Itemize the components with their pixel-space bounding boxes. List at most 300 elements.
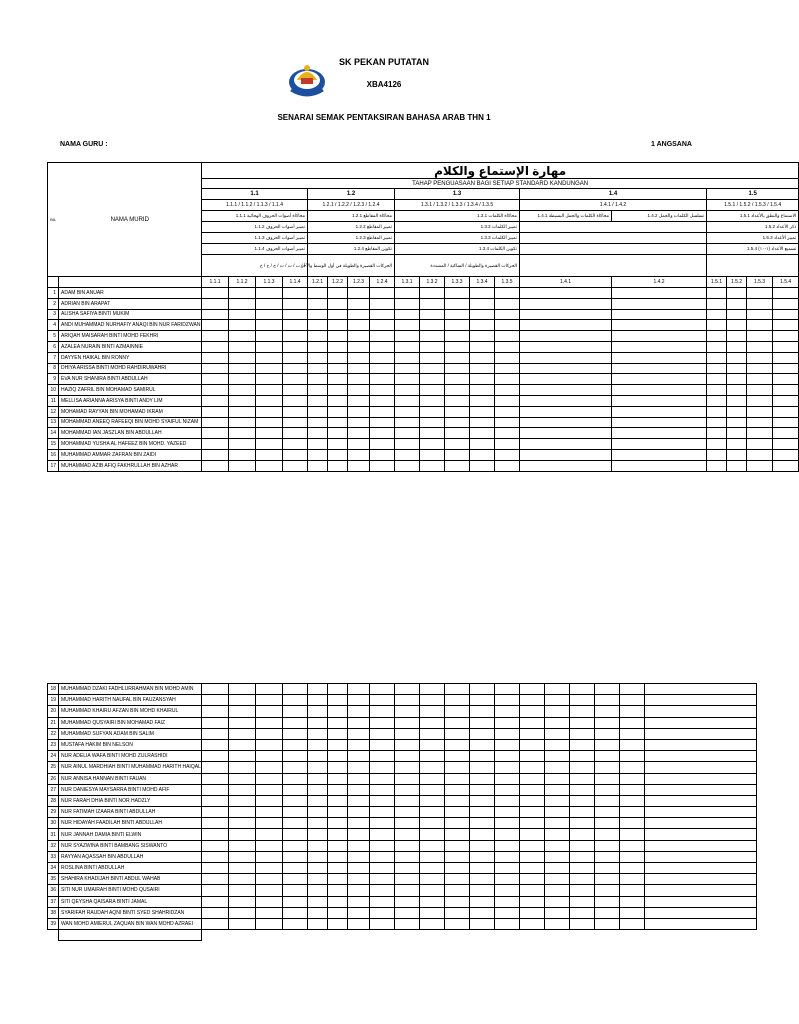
score-cell[interactable] [348,439,370,450]
score-cell[interactable] [595,706,620,717]
score-cell[interactable] [202,728,229,739]
score-cell[interactable] [328,460,348,471]
score-cell[interactable] [495,717,520,728]
score-cell[interactable] [595,840,620,851]
score-cell[interactable] [229,784,256,795]
score-cell[interactable] [773,320,799,331]
score-cell[interactable] [495,395,520,406]
score-cell[interactable] [570,874,595,885]
score-cell[interactable] [612,417,707,428]
score-cell[interactable] [545,851,570,862]
score-cell[interactable] [520,773,545,784]
score-cell[interactable] [308,807,328,818]
score-cell[interactable] [520,460,612,471]
score-cell[interactable] [283,374,308,385]
score-cell[interactable] [707,309,727,320]
score-cell[interactable] [202,784,229,795]
score-cell[interactable] [308,706,328,717]
score-cell[interactable] [229,395,256,406]
score-cell[interactable] [747,352,773,363]
score-cell[interactable] [395,918,420,929]
score-cell[interactable] [308,728,328,739]
score-cell[interactable] [348,331,370,342]
score-cell[interactable] [773,417,799,428]
score-cell[interactable] [520,851,545,862]
score-cell[interactable] [645,918,757,929]
score-cell[interactable] [645,762,757,773]
score-cell[interactable] [420,784,445,795]
score-cell[interactable] [395,460,420,471]
score-cell[interactable] [348,449,370,460]
score-cell[interactable] [707,298,727,309]
score-cell[interactable] [395,374,420,385]
score-cell[interactable] [370,918,395,929]
score-cell[interactable] [395,352,420,363]
score-cell[interactable] [348,885,370,896]
score-cell[interactable] [495,739,520,750]
score-cell[interactable] [256,417,283,428]
score-cell[interactable] [370,449,395,460]
score-cell[interactable] [308,739,328,750]
score-cell[interactable] [773,341,799,352]
score-cell[interactable] [420,795,445,806]
score-cell[interactable] [495,807,520,818]
score-cell[interactable] [470,439,495,450]
score-cell[interactable] [495,320,520,331]
score-cell[interactable] [256,374,283,385]
score-cell[interactable] [348,352,370,363]
score-cell[interactable] [328,341,348,352]
score-cell[interactable] [308,851,328,862]
score-cell[interactable] [256,728,283,739]
score-cell[interactable] [202,695,229,706]
score-cell[interactable] [520,829,545,840]
score-cell[interactable] [707,406,727,417]
score-cell[interactable] [308,352,328,363]
score-cell[interactable] [645,795,757,806]
score-cell[interactable] [570,773,595,784]
score-cell[interactable] [256,863,283,874]
score-cell[interactable] [520,341,612,352]
score-cell[interactable] [747,320,773,331]
score-cell[interactable] [520,795,545,806]
score-cell[interactable] [620,762,645,773]
score-cell[interactable] [445,739,470,750]
score-cell[interactable] [256,829,283,840]
score-cell[interactable] [229,288,256,299]
score-cell[interactable] [495,874,520,885]
score-cell[interactable] [445,374,470,385]
score-cell[interactable] [707,320,727,331]
score-cell[interactable] [620,807,645,818]
score-cell[interactable] [420,728,445,739]
score-cell[interactable] [570,762,595,773]
score-cell[interactable] [495,896,520,907]
score-cell[interactable] [445,320,470,331]
score-cell[interactable] [370,851,395,862]
score-cell[interactable] [495,829,520,840]
score-cell[interactable] [495,684,520,695]
score-cell[interactable] [520,907,545,918]
score-cell[interactable] [545,840,570,851]
score-cell[interactable] [348,784,370,795]
score-cell[interactable] [308,684,328,695]
score-cell[interactable] [470,417,495,428]
score-cell[interactable] [420,395,445,406]
score-cell[interactable] [370,739,395,750]
score-cell[interactable] [545,818,570,829]
score-cell[interactable] [202,449,229,460]
score-cell[interactable] [545,706,570,717]
score-cell[interactable] [283,907,308,918]
score-cell[interactable] [773,363,799,374]
score-cell[interactable] [256,885,283,896]
score-cell[interactable] [256,288,283,299]
score-cell[interactable] [283,863,308,874]
score-cell[interactable] [620,784,645,795]
score-cell[interactable] [348,818,370,829]
score-cell[interactable] [620,885,645,896]
score-cell[interactable] [308,298,328,309]
score-cell[interactable] [727,385,747,396]
score-cell[interactable] [395,751,420,762]
score-cell[interactable] [348,385,370,396]
score-cell[interactable] [308,309,328,320]
score-cell[interactable] [229,885,256,896]
score-cell[interactable] [308,896,328,907]
score-cell[interactable] [348,918,370,929]
score-cell[interactable] [645,717,757,728]
score-cell[interactable] [308,795,328,806]
score-cell[interactable] [420,428,445,439]
score-cell[interactable] [545,751,570,762]
score-cell[interactable] [645,684,757,695]
score-cell[interactable] [445,784,470,795]
score-cell[interactable] [420,918,445,929]
score-cell[interactable] [445,417,470,428]
score-cell[interactable] [747,385,773,396]
score-cell[interactable] [202,428,229,439]
score-cell[interactable] [202,863,229,874]
score-cell[interactable] [283,288,308,299]
score-cell[interactable] [370,807,395,818]
score-cell[interactable] [328,751,348,762]
score-cell[interactable] [370,439,395,450]
score-cell[interactable] [283,417,308,428]
score-cell[interactable] [773,395,799,406]
score-cell[interactable] [495,751,520,762]
score-cell[interactable] [747,341,773,352]
score-cell[interactable] [620,717,645,728]
score-cell[interactable] [395,439,420,450]
score-cell[interactable] [470,773,495,784]
score-cell[interactable] [308,818,328,829]
score-cell[interactable] [445,352,470,363]
score-cell[interactable] [395,320,420,331]
score-cell[interactable] [395,395,420,406]
score-cell[interactable] [470,851,495,862]
score-cell[interactable] [520,818,545,829]
score-cell[interactable] [395,896,420,907]
score-cell[interactable] [348,363,370,374]
score-cell[interactable] [229,728,256,739]
score-cell[interactable] [395,298,420,309]
score-cell[interactable] [256,406,283,417]
score-cell[interactable] [370,863,395,874]
score-cell[interactable] [445,449,470,460]
score-cell[interactable] [495,885,520,896]
score-cell[interactable] [328,885,348,896]
score-cell[interactable] [445,829,470,840]
score-cell[interactable] [256,395,283,406]
score-cell[interactable] [520,363,612,374]
score-cell[interactable] [595,863,620,874]
score-cell[interactable] [420,406,445,417]
score-cell[interactable] [348,907,370,918]
score-cell[interactable] [420,449,445,460]
score-cell[interactable] [470,840,495,851]
score-cell[interactable] [595,684,620,695]
score-cell[interactable] [328,406,348,417]
score-cell[interactable] [747,331,773,342]
score-cell[interactable] [202,320,229,331]
score-cell[interactable] [308,829,328,840]
score-cell[interactable] [495,818,520,829]
score-cell[interactable] [420,309,445,320]
score-cell[interactable] [256,439,283,450]
score-cell[interactable] [495,439,520,450]
score-cell[interactable] [495,460,520,471]
score-cell[interactable] [229,773,256,784]
score-cell[interactable] [420,874,445,885]
score-cell[interactable] [395,840,420,851]
score-cell[interactable] [445,385,470,396]
score-cell[interactable] [595,739,620,750]
score-cell[interactable] [420,739,445,750]
score-cell[interactable] [520,751,545,762]
score-cell[interactable] [202,374,229,385]
score-cell[interactable] [727,428,747,439]
score-cell[interactable] [620,907,645,918]
score-cell[interactable] [773,288,799,299]
score-cell[interactable] [727,352,747,363]
score-cell[interactable] [620,829,645,840]
score-cell[interactable] [202,684,229,695]
score-cell[interactable] [470,395,495,406]
score-cell[interactable] [445,331,470,342]
score-cell[interactable] [370,840,395,851]
score-cell[interactable] [520,874,545,885]
score-cell[interactable] [470,706,495,717]
score-cell[interactable] [420,460,445,471]
score-cell[interactable] [470,449,495,460]
score-cell[interactable] [445,863,470,874]
score-cell[interactable] [229,406,256,417]
score-cell[interactable] [328,739,348,750]
score-cell[interactable] [308,331,328,342]
score-cell[interactable] [470,863,495,874]
score-cell[interactable] [570,695,595,706]
score-cell[interactable] [612,352,707,363]
score-cell[interactable] [328,784,348,795]
score-cell[interactable] [395,449,420,460]
score-cell[interactable] [570,863,595,874]
score-cell[interactable] [283,320,308,331]
score-cell[interactable] [620,896,645,907]
score-cell[interactable] [520,439,612,450]
score-cell[interactable] [395,874,420,885]
score-cell[interactable] [420,829,445,840]
score-cell[interactable] [612,374,707,385]
score-cell[interactable] [707,288,727,299]
score-cell[interactable] [420,751,445,762]
score-cell[interactable] [747,449,773,460]
score-cell[interactable] [570,818,595,829]
score-cell[interactable] [328,762,348,773]
score-cell[interactable] [370,395,395,406]
score-cell[interactable] [773,352,799,363]
score-cell[interactable] [370,428,395,439]
score-cell[interactable] [727,395,747,406]
score-cell[interactable] [470,717,495,728]
score-cell[interactable] [283,439,308,450]
score-cell[interactable] [420,439,445,450]
score-cell[interactable] [308,374,328,385]
score-cell[interactable] [370,331,395,342]
score-cell[interactable] [595,918,620,929]
score-cell[interactable] [395,795,420,806]
score-cell[interactable] [470,795,495,806]
score-cell[interactable] [645,863,757,874]
score-cell[interactable] [328,428,348,439]
score-cell[interactable] [595,751,620,762]
score-cell[interactable] [370,406,395,417]
score-cell[interactable] [545,728,570,739]
score-cell[interactable] [308,751,328,762]
score-cell[interactable] [256,851,283,862]
score-cell[interactable] [645,706,757,717]
score-cell[interactable] [495,728,520,739]
score-cell[interactable] [308,907,328,918]
score-cell[interactable] [348,288,370,299]
score-cell[interactable] [520,684,545,695]
score-cell[interactable] [256,840,283,851]
score-cell[interactable] [328,385,348,396]
score-cell[interactable] [445,309,470,320]
score-cell[interactable] [620,773,645,784]
score-cell[interactable] [395,309,420,320]
score-cell[interactable] [283,406,308,417]
score-cell[interactable] [283,795,308,806]
score-cell[interactable] [470,406,495,417]
score-cell[interactable] [645,773,757,784]
score-cell[interactable] [202,395,229,406]
score-cell[interactable] [545,874,570,885]
score-cell[interactable] [445,795,470,806]
score-cell[interactable] [495,918,520,929]
score-cell[interactable] [283,717,308,728]
score-cell[interactable] [645,784,757,795]
score-cell[interactable] [202,840,229,851]
score-cell[interactable] [229,309,256,320]
score-cell[interactable] [395,863,420,874]
score-cell[interactable] [256,807,283,818]
score-cell[interactable] [328,331,348,342]
score-cell[interactable] [495,851,520,862]
score-cell[interactable] [445,874,470,885]
score-cell[interactable] [256,773,283,784]
score-cell[interactable] [445,363,470,374]
score-cell[interactable] [707,449,727,460]
score-cell[interactable] [328,395,348,406]
score-cell[interactable] [202,439,229,450]
score-cell[interactable] [395,341,420,352]
score-cell[interactable] [445,428,470,439]
score-cell[interactable] [308,320,328,331]
score-cell[interactable] [470,288,495,299]
score-cell[interactable] [570,717,595,728]
score-cell[interactable] [545,784,570,795]
score-cell[interactable] [348,341,370,352]
score-cell[interactable] [308,363,328,374]
score-cell[interactable] [773,374,799,385]
score-cell[interactable] [229,896,256,907]
score-cell[interactable] [595,784,620,795]
score-cell[interactable] [229,851,256,862]
score-cell[interactable] [328,918,348,929]
score-cell[interactable] [229,374,256,385]
score-cell[interactable] [256,706,283,717]
score-cell[interactable] [470,784,495,795]
score-cell[interactable] [707,439,727,450]
score-cell[interactable] [570,728,595,739]
score-cell[interactable] [229,807,256,818]
score-cell[interactable] [612,363,707,374]
score-cell[interactable] [283,829,308,840]
score-cell[interactable] [645,885,757,896]
score-cell[interactable] [202,762,229,773]
score-cell[interactable] [308,874,328,885]
score-cell[interactable] [645,874,757,885]
score-cell[interactable] [202,773,229,784]
score-cell[interactable] [445,341,470,352]
score-cell[interactable] [570,784,595,795]
score-cell[interactable] [445,773,470,784]
score-cell[interactable] [256,341,283,352]
score-cell[interactable] [470,385,495,396]
score-cell[interactable] [645,896,757,907]
score-cell[interactable] [370,885,395,896]
score-cell[interactable] [229,739,256,750]
score-cell[interactable] [256,385,283,396]
score-cell[interactable] [229,818,256,829]
score-cell[interactable] [256,320,283,331]
score-cell[interactable] [773,406,799,417]
score-cell[interactable] [495,762,520,773]
score-cell[interactable] [595,717,620,728]
score-cell[interactable] [283,363,308,374]
score-cell[interactable] [620,874,645,885]
score-cell[interactable] [308,449,328,460]
score-cell[interactable] [256,896,283,907]
score-cell[interactable] [747,309,773,320]
score-cell[interactable] [229,341,256,352]
score-cell[interactable] [370,684,395,695]
score-cell[interactable] [470,762,495,773]
score-cell[interactable] [545,896,570,907]
score-cell[interactable] [420,320,445,331]
score-cell[interactable] [256,449,283,460]
